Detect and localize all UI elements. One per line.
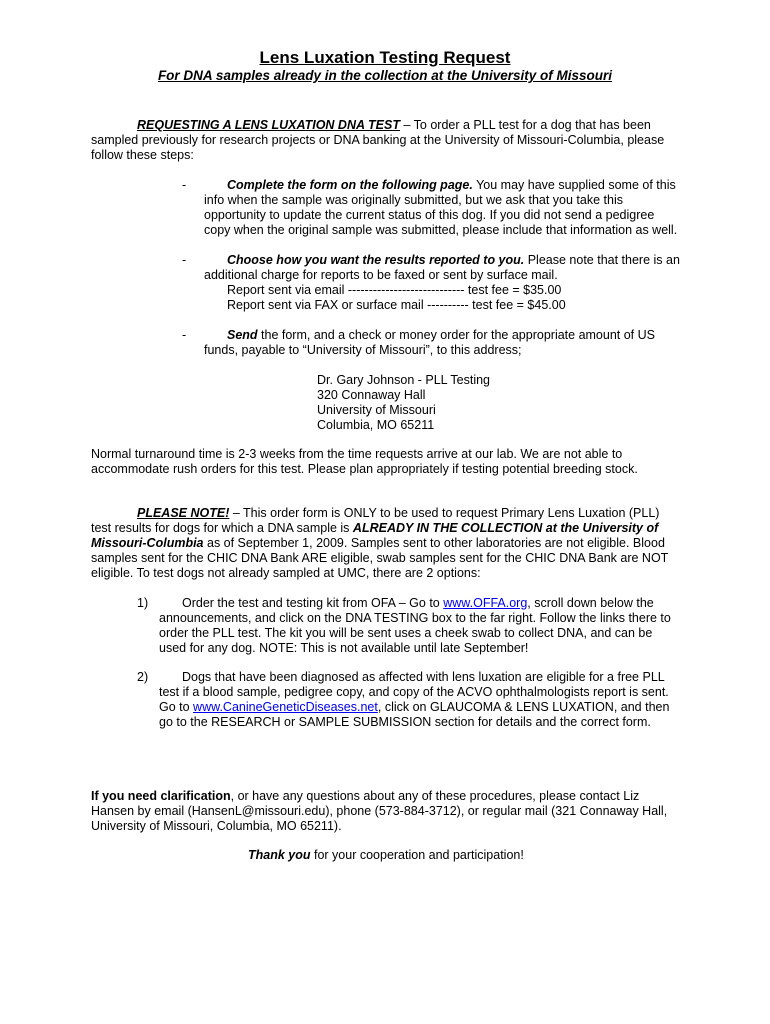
contact-line-3: University of Missouri, Columbia, MO 65211). bbox=[91, 819, 342, 833]
option-1-line-2: announcements, and click on the DNA TESTING box to the far right. Follow the links there to bbox=[159, 611, 671, 625]
note-line-3: Missouri-Columbia as of September 1, 2009. Samples sent to other laboratories are not eligible. Blood bbox=[91, 536, 665, 550]
thank-you-line: Thank you for your cooperation and participation! bbox=[248, 848, 524, 862]
step-1-dash: - bbox=[182, 178, 187, 192]
address-line-2: 320 Connaway Hall bbox=[317, 388, 426, 402]
address-line-3: University of Missouri bbox=[317, 403, 436, 417]
page-subtitle: For DNA samples already in the collection at the University of Missouri bbox=[157, 68, 613, 83]
step-2-dash: - bbox=[182, 253, 187, 267]
request-line-1: REQUESTING A LENS LUXATION DNA TEST – To order a PLL test for a dog that has been bbox=[137, 118, 651, 132]
turnaround-line-2: accommodate rush orders for this test. Please plan appropriately if testing potential breeding stock. bbox=[91, 462, 638, 476]
step-1-line-3: opportunity to update the current status of this dog. If you did not send a pedigree bbox=[204, 208, 655, 222]
option-2-line-4: go to the RESEARCH or SAMPLE SUBMISSION section for details and the correct form. bbox=[159, 715, 651, 729]
note-line-5: eligible. To test dogs not already sampled at UMC, there are 2 options: bbox=[91, 566, 481, 580]
note-heading: PLEASE NOTE! bbox=[137, 506, 230, 520]
step-1-line-1: Complete the form on the following page. You may have supplied some of this bbox=[227, 178, 676, 192]
step-3-dash: - bbox=[182, 328, 187, 342]
fee-email: Report sent via email ---------------------------- test fee = $35.00 bbox=[227, 283, 562, 297]
note-line-2: test results for dogs for which a DNA sample is ALREADY IN THE COLLECTION at the University of bbox=[91, 521, 659, 535]
contact-line-2: Hansen by email (HansenL@missouri.edu), phone (573-884-3712), or regular mail (321 Connaway Hall, bbox=[91, 804, 668, 818]
fee-fax: Report sent via FAX or surface mail ---------- test fee = $45.00 bbox=[227, 298, 566, 312]
option-2-line-1: Dogs that have been diagnosed as affected with lens luxation are eligible for a free PLL bbox=[182, 670, 665, 684]
option-1-number: 1) bbox=[137, 596, 149, 610]
note-line-1: PLEASE NOTE! – This order form is ONLY to be used to request Primary Lens Luxation (PLL) bbox=[137, 506, 660, 520]
option-1-line-3: order the PLL test. The kit you will be sent uses a cheek swab to collect DNA, and can be bbox=[159, 626, 653, 640]
option-2-line-2: test if a blood sample, pedigree copy, and copy of the ACVO ophthalmologists report is sent. bbox=[159, 685, 669, 699]
ofa-link[interactable]: www.OFFA.org bbox=[443, 596, 528, 610]
option-1-line-1: Order the test and testing kit from OFA – Go to www.OFFA.org, scroll down below the bbox=[182, 596, 654, 610]
address-line-1: Dr. Gary Johnson - PLL Testing bbox=[317, 373, 491, 387]
contact-line-1: If you need clarification, or have any questions about any of these procedures, please contact Liz bbox=[91, 789, 640, 803]
request-line-2: sampled previously for research projects or DNA banking at the University of Missouri-Columbia, please bbox=[91, 133, 665, 147]
step-1-line-4: copy when the original sample was submitted, please include that information as well. bbox=[204, 223, 678, 237]
note-line-4: samples sent for the CHIC DNA Bank ARE eligible, swab samples sent for the CHIC DNA Bank are NOT bbox=[91, 551, 669, 565]
request-heading: REQUESTING A LENS LUXATION DNA TEST bbox=[137, 118, 400, 132]
option-2-number: 2) bbox=[137, 670, 149, 684]
step-2-line-1: Choose how you want the results reported to you. Please note that there is an bbox=[227, 253, 680, 267]
canine-genetic-diseases-link[interactable]: www.CanineGeneticDiseases.net bbox=[193, 700, 378, 714]
step-1-line-2: info when the sample was originally submitted, but we ask that you take this bbox=[204, 193, 623, 207]
turnaround-line-1: Normal turnaround time is 2-3 weeks from the time requests arrive at our lab. We are not able to bbox=[91, 447, 623, 461]
page-title: Lens Luxation Testing Request bbox=[259, 48, 511, 67]
step-2-line-2: additional charge for reports to be faxed or sent by surface mail. bbox=[204, 268, 558, 282]
request-line-3: follow these steps: bbox=[91, 148, 194, 162]
option-2-line-3: Go to www.CanineGeneticDiseases.net, click on GLAUCOMA & LENS LUXATION, and then bbox=[159, 700, 670, 714]
step-3-line-1: Send the form, and a check or money order for the appropriate amount of US bbox=[227, 328, 655, 342]
address-line-4: Columbia, MO 65211 bbox=[317, 418, 435, 432]
step-3-line-2: funds, payable to “University of Missouri”, to this address; bbox=[204, 343, 522, 357]
option-1-line-4: used for any dog. NOTE: This is not available until late September! bbox=[159, 641, 529, 655]
